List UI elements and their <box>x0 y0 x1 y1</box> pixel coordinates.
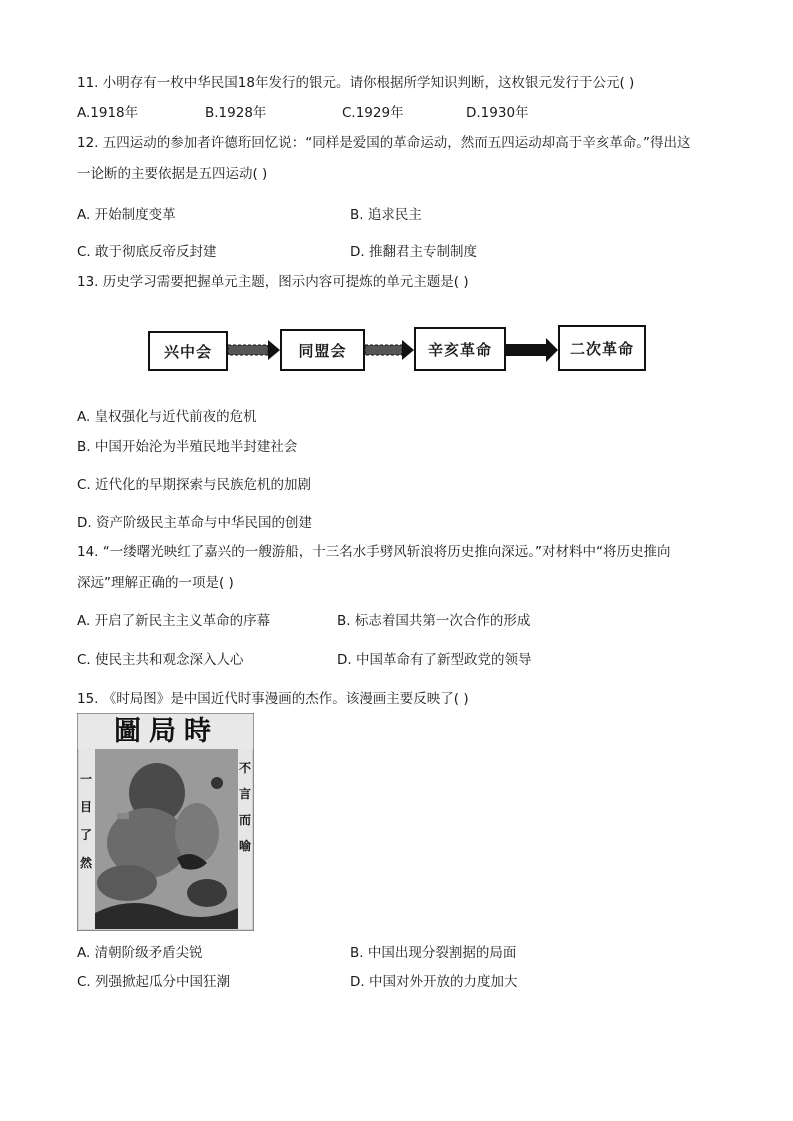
q14-option-d: D. 中国革命有了新型政党的领导 <box>337 652 532 668</box>
q14-option-c: C. 使民主共和观念深入人心 <box>77 652 244 668</box>
q11-option-d: D.1930年 <box>466 105 529 121</box>
q11-option-a: A.1918年 <box>77 105 139 121</box>
cartoon-side-right: 不言而喻 <box>239 761 252 853</box>
flow-arrow-2 <box>365 339 414 361</box>
flow-box-xinhai: 辛亥革命 <box>414 327 506 371</box>
q14-option-a: A. 开启了新民主主义革命的序幕 <box>77 613 271 629</box>
q12-option-c: C. 敢于彻底反帝反封建 <box>77 244 217 260</box>
q13-stem: 13. 历史学习需要把握单元主题，图示内容可提炼的单元主题是( ) <box>77 274 469 290</box>
q13-option-a: A. 皇权强化与近代前夜的危机 <box>77 409 257 425</box>
q15-option-a: A. 清朝阶级矛盾尖锐 <box>77 945 203 961</box>
q15-stem: 15. 《时局图》是中国近代时事漫画的杰作。该漫画主要反映了( ) <box>77 691 469 707</box>
flow-arrow-3 <box>506 338 558 362</box>
q15-option-d: D. 中国对外开放的力度加大 <box>350 974 518 990</box>
flow-arrow-1 <box>228 339 280 361</box>
q14-stem-line2: 深远”理解正确的一项是( ) <box>77 575 234 591</box>
q15-option-c: C. 列强掀起瓜分中国狂潮 <box>77 974 231 990</box>
flow-box-tongmenghui: 同盟会 <box>280 329 365 371</box>
q14-stem-line1: 14. “一缕曙光映红了嘉兴的一艘游船，十三名水手劈风斩浪将历史推向深远。”对材料中“将历史推向 <box>77 544 671 560</box>
flow-diagram <box>148 325 648 375</box>
q12-stem-line1: 12. 五四运动的参加者许德珩回忆说：“同样是爱国的革命运动，然而五四运动却高于辛亥革命。”得出这 <box>77 135 691 151</box>
q15-option-b: B. 中国出现分裂割据的局面 <box>350 945 517 961</box>
q14-option-b: B. 标志着国共第一次合作的形成 <box>337 613 531 629</box>
q12-option-a: A. 开始制度变革 <box>77 207 176 223</box>
q13-option-d: D. 资产阶级民主革命与中华民国的创建 <box>77 515 312 531</box>
q13-option-b: B. 中国开始沦为半殖民地半封建社会 <box>77 439 298 455</box>
cartoon-side-left: 一目了然 <box>80 772 93 870</box>
q12-option-d: D. 推翻君主专制制度 <box>350 244 477 260</box>
shijutu-cartoon <box>77 713 254 931</box>
flow-box-xingzhonghui: 兴中会 <box>148 331 228 371</box>
flow-box-erci: 二次革命 <box>558 325 646 371</box>
q12-stem-line2: 一论断的主要依据是五四运动( ) <box>77 166 268 182</box>
cartoon-title: 圖局時 <box>114 716 219 747</box>
q11-option-c: C.1929年 <box>342 105 404 121</box>
q12-option-b: B. 追求民主 <box>350 207 422 223</box>
q11-option-b: B.1928年 <box>205 105 267 121</box>
q13-option-c: C. 近代化的早期探索与民族危机的加剧 <box>77 477 312 493</box>
q11-stem: 11. 小明存有一枚中华民国18年发行的银元。请你根据所学知识判断，这枚银元发行于公元( ) <box>77 75 635 91</box>
